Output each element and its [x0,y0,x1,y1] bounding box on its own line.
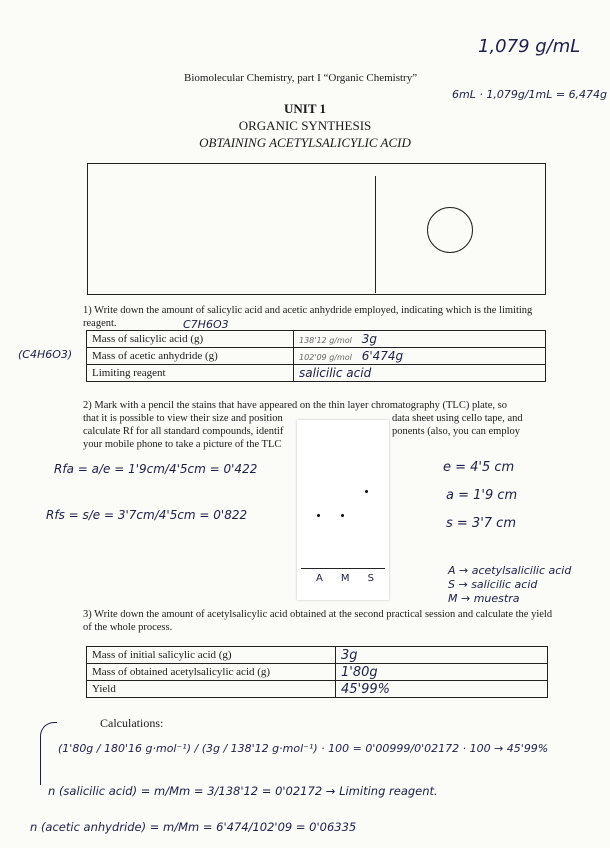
calculations-title: Calculations: [100,716,164,730]
q1-row-label: Limiting reagent [87,365,294,382]
q1-value-text: 6'474g [361,349,404,363]
question-2-line4: your mobile phone to take a picture of the TLC [83,439,282,450]
rf-a-calc: Rfa = a/e = 1'9cm/4'5cm = 0'422 [54,462,258,476]
question-2-line3b: ponents (also, you can employ [392,426,521,437]
table-row [87,365,546,382]
q1-row-value [294,365,546,382]
n-salicylic-calc: n (salicilic acid) = m/Mm = 3/138'12 = 0'02172 → Limiting reagent. [48,784,438,798]
q3-row-value: 3g [336,647,548,664]
q3-row-label: Mass of initial salicylic acid (g) [87,647,336,664]
tlc-plate [297,420,389,600]
tlc-lane-labels [307,573,383,584]
s-measure: s = 3'7 cm [446,516,516,531]
question-2-line2: that it is possible to view their size and position [83,413,283,424]
e-measure: e = 4'5 cm [443,460,515,475]
q3-row-label: Yield [87,681,336,698]
legend-item: S → salicilic acid [448,578,538,591]
q1-row-label: Mass of salicylic acid (g) [87,331,294,348]
side-note: (C4H6O3) [18,348,73,361]
legend-item: M → muestra [448,592,520,605]
q3-row-label: Mass of obtained acetylsalicylic acid (g) [87,664,336,681]
title-block [0,100,610,151]
unit-title: UNIT 1 [283,101,327,116]
q1-table [86,330,546,382]
q1-row-mw: 138'12 g/mol [299,336,352,345]
frame-divider [375,176,376,293]
lane-label: S [367,573,374,584]
q1-value-text: 3g [361,332,377,346]
tlc-spot-m [341,514,344,517]
tlc-spot-a [317,514,320,517]
table-row [87,331,546,348]
q3-table [86,646,548,698]
q1-row-value [294,348,546,365]
yield-calc: (1'80g / 180'16 g·mol⁻¹) / (3g / 138'12 g·mol⁻¹) · 100 = 0'00999/0'02172 · 100 → 45'99% [58,742,549,755]
lane-label: A [316,573,323,584]
a-measure: a = 1'9 cm [446,488,518,503]
course-header: Biomolecular Chemistry, part I “Organic Chemistry” [184,72,418,84]
q3-row-value: 1'80g [336,664,548,681]
q1-row-label: Mass of acetic anhydride (g) [87,348,294,365]
rf-s-calc: Rfs = s/e = 3'7cm/4'5cm = 0'822 [46,508,248,522]
q1-value-text: salicilic acid [299,366,372,380]
legend-item: A → acetylsalicilic acid [448,564,572,577]
n-anhydride-calc: n (acetic anhydride) = m/Mm = 6'474/102'09 = 0'06335 [30,820,357,834]
question-2-line2b: data sheet using cello tape, and [392,413,523,424]
tlc-spot-top [365,490,368,493]
question-2-line1: 2) Mark with a pencil the stains that have appeared on the thin layer chromatography (TLC) plate, so [83,400,507,411]
table-row [87,348,546,365]
q1-row-mw: 102'09 g/mol [299,353,352,362]
tlc-legend [448,564,571,606]
question-1: 1) Write down the amount of salicylic acid and acetic anhydride employed, indicating which is the limiting reagent. [83,305,533,329]
circle-drawing [427,207,473,253]
q1-row-value [294,331,546,348]
table-row [87,664,548,681]
question-3: 3) Write down the amount of acetylsalicylic acid obtained at the second practical session and calculate the yield of the whole process. [83,609,553,633]
table-row [87,647,548,664]
q3-row-value: 45'99% [336,681,548,698]
density-note: 1,079 g/mL [478,36,581,57]
question-2-line3: calculate Rf for all standard compounds, identif [83,426,284,437]
lane-label: M [340,573,350,584]
experiment-title: OBTAINING ACETYLSALICYLIC ACID [199,135,411,150]
conversion-note: 6mL · 1,079g/1mL = 6,474g [452,88,608,101]
tlc-baseline [301,568,385,569]
formula-note: C7H6O3 [183,318,229,331]
drawing-frame [87,163,546,295]
subject-title: ORGANIC SYNTHESIS [238,118,372,133]
table-row [87,681,548,698]
calc-bracket [40,722,57,785]
